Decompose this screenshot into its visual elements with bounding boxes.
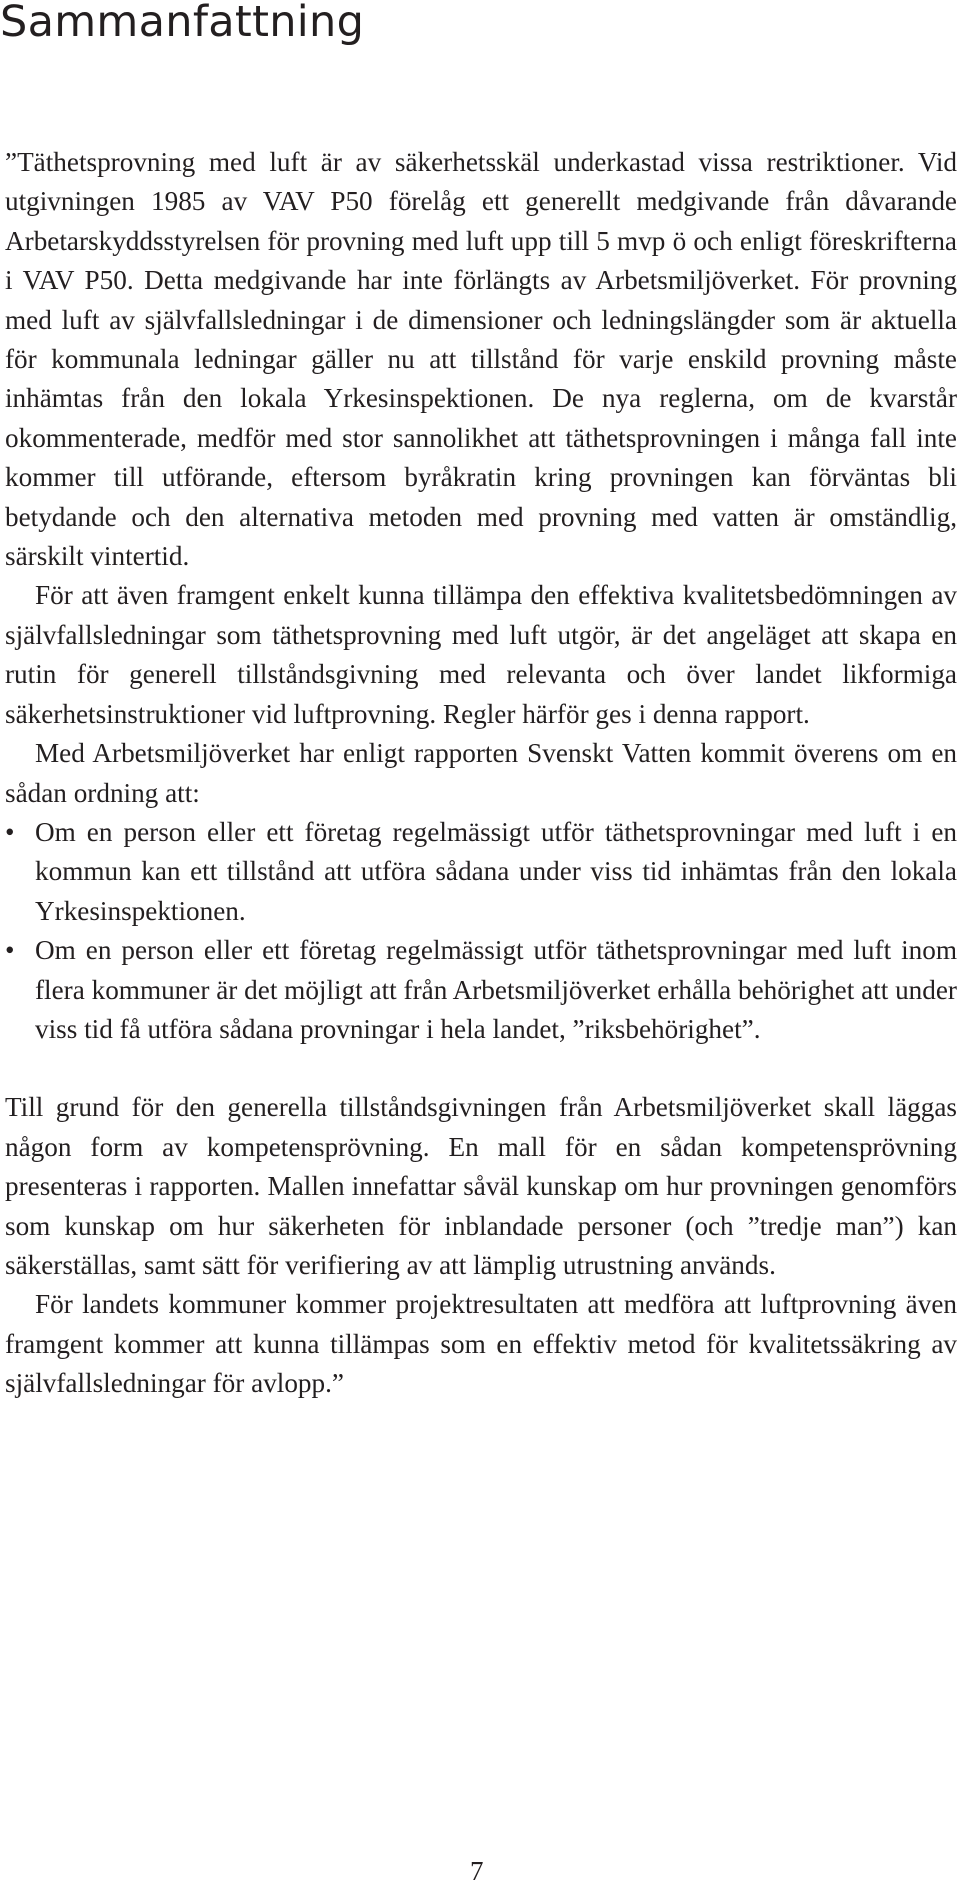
closing-paragraph-2: För landets kommuner kommer projektresultaten att medföra att luftprovning även framgent kommer att kunna tillämpas som en effektiv metod för kvalitetssäkring av självfallsledningar för avlopp.”: [5, 1289, 957, 1399]
intro-paragraph-3: Med Arbetsmiljöverket har enligt rapporten Svenskt Vatten kommit överens om en sådan ordning att:: [5, 738, 957, 808]
list-item-text: Om en person eller ett företag regelmässigt utför täthetsprovningar med luft inom flera kommuner är det möjligt att från Arbetsmiljöverket erhålla behörighet att under viss tid få utföra sådana provningar i hela landet, ”riksbehörighet”.: [35, 935, 957, 1044]
list-item: [5, 813, 957, 931]
closing-paragraph-1: Till grund för den generella tillståndsgivningen från Arbetsmiljöverket skall läggas någon form av kompetensprövning. En mall för en sådan kompetensprövning presenteras i rapporten. Mallen innefattar såväl kunskap om hur provningen genomförs som kunskap om hur säkerheten för inblandade personer (och ”tredje man”) kan säkerställas, samt sätt för verifiering av att lämplig utrustning används.: [5, 1092, 957, 1280]
list-item: [5, 931, 957, 1049]
bullet-marker: •: [5, 816, 15, 847]
intro-paragraph-1: ”Täthetsprovning med luft är av säkerhetsskäl underkastad vissa restriktioner. Vid utgivningen 1985 av VAV P50 förelåg ett generellt medgivande från dåvarande Arbetarskyddsstyrelsen för provning med luft upp till 5 mvp ö och enligt föreskrifterna i VAV P50. Detta medgivande har inte förlängts av Arbetsmiljöverket. För provning med luft av självfallsledningar i de dimensioner och ledningslängder som är aktuella för kommunala ledningar gäller nu att tillstånd för varje enskild provning måste inhämtas från den lokala Yrkesinspektionen. De nya reglerna, om de kvarstår okommenterade, medför med stor sannolikhet att täthetsprovningen i många fall inte kommer till utförande, eftersom byråkratin kring provningen kan förväntas bli betydande och den alternativa metoden med provning med vatten är omständlig, särskilt vintertid.: [5, 147, 957, 572]
intro-paragraph-2: För att även framgent enkelt kunna tillämpa den effektiva kvalitetsbedömningen av självfallsledningar som täthetsprovning med luft utgör, är det angeläget att skapa en rutin för generell tillståndsgivning med relevanta och över landet likformiga säkerhetsinstruktioner vid luftprovning. Regler härför ges i denna rapport.: [5, 580, 957, 729]
page-title: Sammanfattning: [0, 0, 365, 47]
page-number: 7: [470, 1856, 484, 1886]
bullet-list: [5, 813, 957, 1049]
bullet-marker: •: [5, 935, 15, 966]
section-spacer: [5, 1049, 957, 1088]
list-item-text: Om en person eller ett företag regelmässigt utför täthetsprovningar med luft i en kommun kan ett tillstånd att utföra sådana under viss tid inhämtas från den lokala Yrkesinspektionen.: [35, 816, 957, 926]
summary-body: [5, 143, 957, 1404]
